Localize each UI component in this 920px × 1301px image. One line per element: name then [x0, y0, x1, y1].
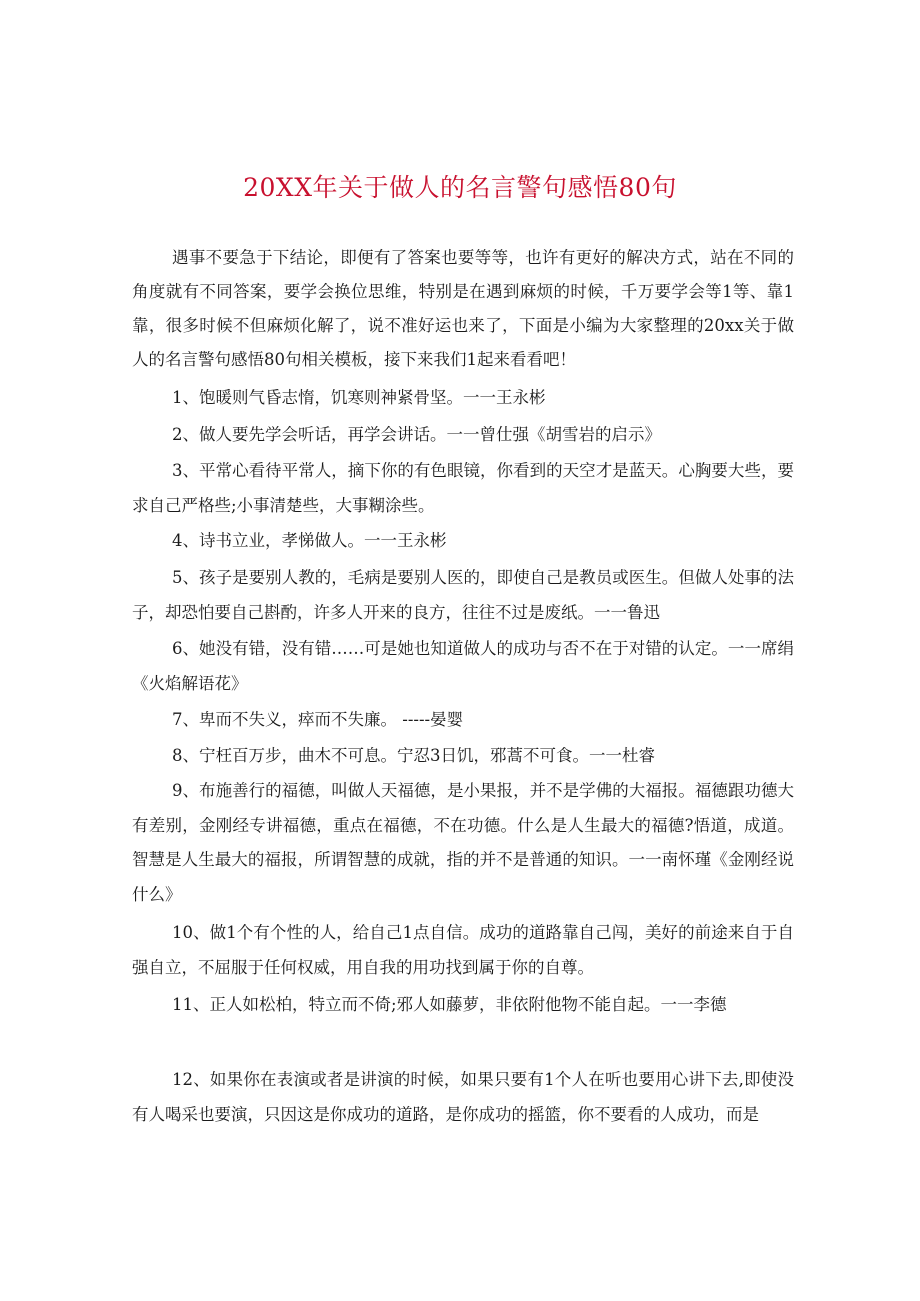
- page-title: 20XX年关于做人的名言警句感悟80句: [243, 173, 677, 202]
- intro-paragraph: 遇事不要急于下结论，即便有了答案也要等等，也许有更好的解决方式，站在不同的角度就有不同答案，要学会换位思维，特别是在遇到麻烦的时候，千万要学会等1等、靠1靠，很多时候不但麻烦化解了，说不准好运也来了，下面是小编为大家整理的20xx关于做人的名言警句感悟80句相关模板，接下来我们1起来看看吧！: [132, 248, 794, 369]
- quote-item: 11、正人如松柏，特立而不倚;邪人如藤萝，非依附他物不能自起。一一李德: [172, 995, 727, 1014]
- quote-item: 7、卑而不失义，瘁而不失廉。 -----晏婴: [172, 710, 464, 729]
- quote-item: 8、宁枉百万步，曲木不可息。宁忍3日饥，邪蒿不可食。一一杜睿: [172, 746, 655, 765]
- quote-item: 4、诗书立业，孝悌做人。一一王永彬: [172, 531, 447, 550]
- quote-item: 1、饱暖则气昏志惰，饥寒则神紧骨坚。一一王永彬: [172, 388, 546, 407]
- quote-item: 10、做1个有个性的人，给自己1点自信。成功的道路靠自己闯，美好的前途来自于自强自立，不屈服于任何权威，用自我的用功找到属于你的自尊。: [132, 923, 794, 977]
- quote-item: 6、她没有错，没有错……可是她也知道做人的成功与否不在于对错的认定。一一席绢《火焰解语花》: [132, 639, 794, 693]
- quote-item: 12、如果你在表演或者是讲演的时候，如果只要有1个人在听也要用心讲下去,即使没有人喝采也要演，只因这是你成功的道路，是你成功的摇篮，你不要看的人成功，而是: [132, 1070, 794, 1124]
- quote-item: 3、平常心看待平常人，摘下你的有色眼镜，你看到的天空才是蓝天。心胸要大些，要求自己严格些;小事清楚些，大事糊涂些。: [132, 461, 794, 515]
- quote-item: 9、布施善行的福德，叫做人天福德，是小果报，并不是学佛的大福报。福德跟功德大有差别，金刚经专讲福德，重点在福德，不在功德。什么是人生最大的福德?悟道，成道。智慧是人生最大的福报，所谓智慧的成就，指的并不是普通的知识。一一南怀瑾《金刚经说什么》: [132, 781, 794, 904]
- quote-item: 2、做人要先学会听话，再学会讲话。一一曾仕强《胡雪岩的启示》: [172, 425, 661, 444]
- quote-item: 5、孩子是要别人教的，毛病是要别人医的，即使自己是教员或医生。但做人处事的法子，却恐怕要自己斟酌，许多人开来的良方，往往不过是废纸。一一鲁迅: [132, 568, 794, 622]
